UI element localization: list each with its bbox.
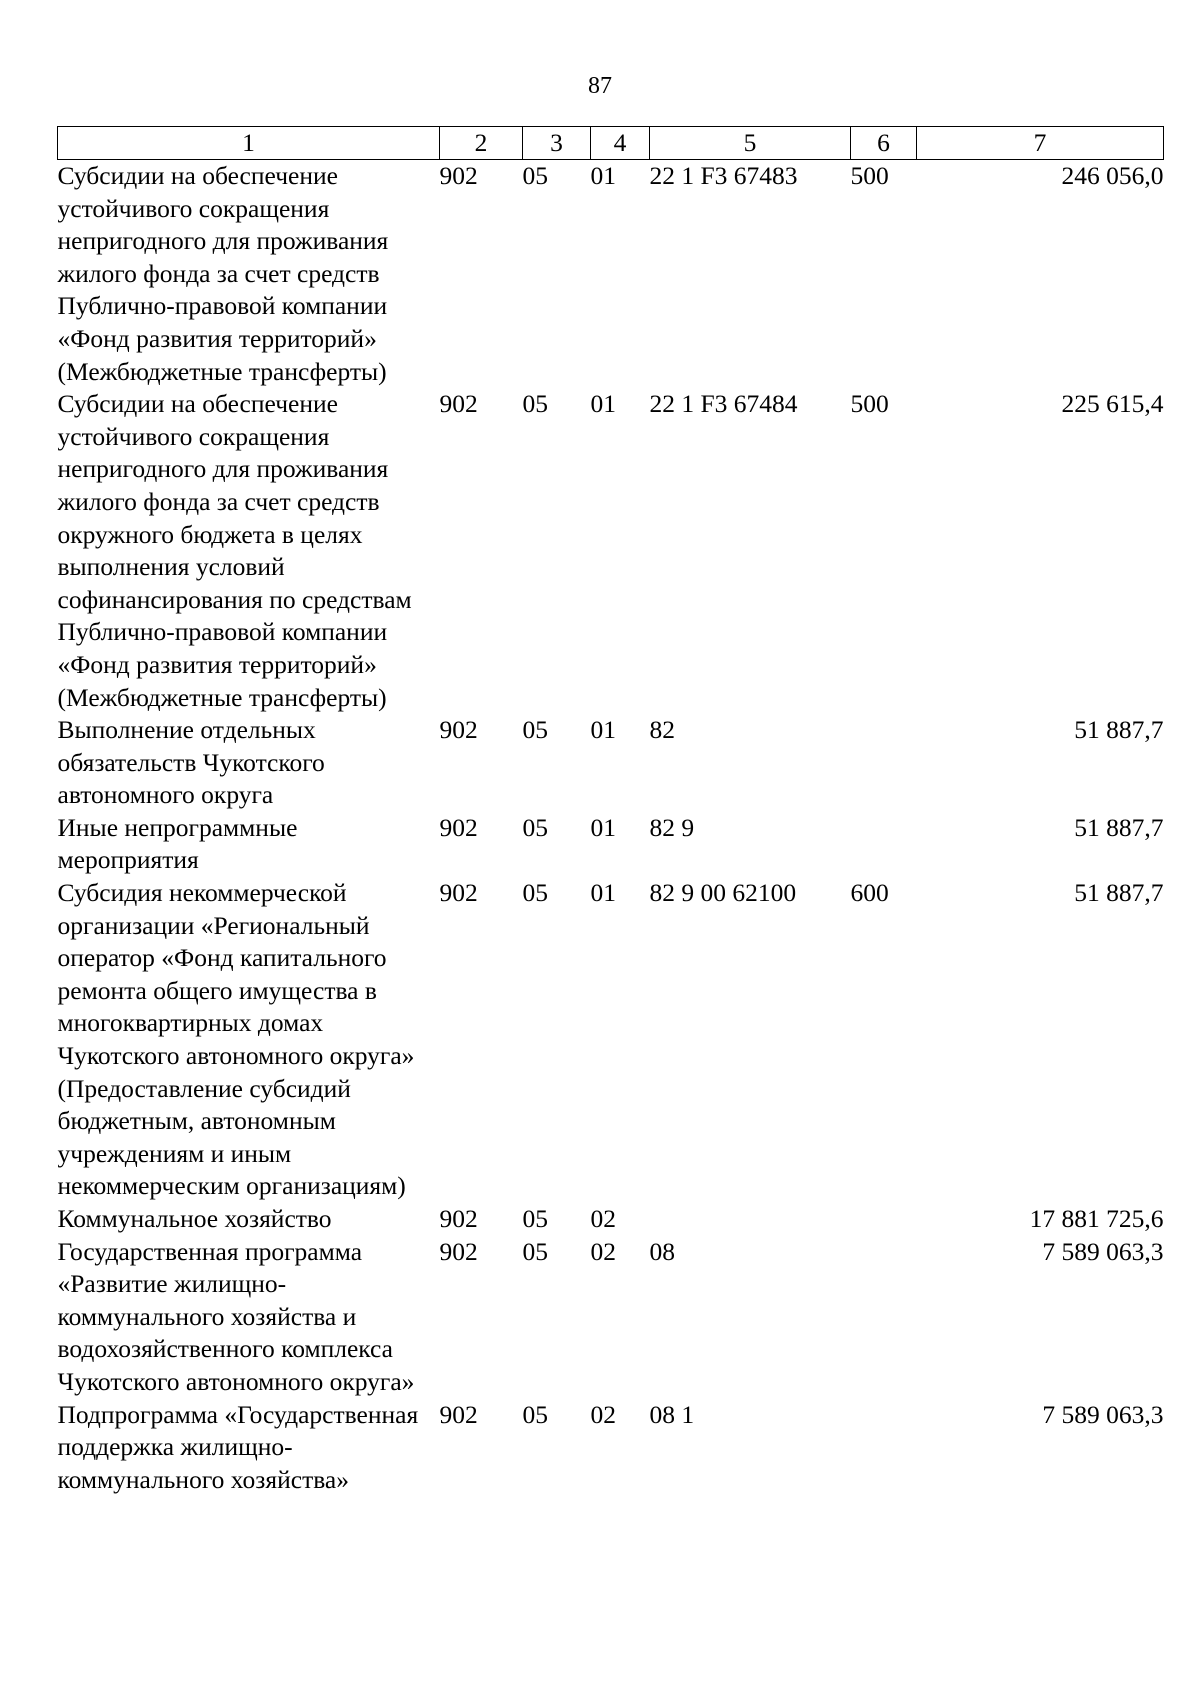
cell-target <box>650 1203 851 1236</box>
cell-target: 08 <box>649 1236 675 1266</box>
cell-section: 05 <box>522 389 548 419</box>
cell-name: Субсидии на обеспечение устойчивого сокращения непригодного для проживания жилого фонда за счет средств Публично-правовой компании «Фонд развития территорий» (Межбюджетные трансферты) <box>57 161 389 386</box>
cell-name: Подпрограмма «Государственная поддержка жилищно-коммунального хозяйства» <box>57 1399 419 1494</box>
table-header-row <box>58 127 1164 160</box>
cell-amount: 246 056,0 <box>1061 161 1164 190</box>
column-header-6: 6 <box>851 127 917 160</box>
table-row <box>58 877 1164 1203</box>
cell-target: 82 <box>649 715 675 745</box>
cell-expense-type: 500 <box>850 389 889 419</box>
column-header-5: 5 <box>650 127 851 160</box>
budget-table <box>57 126 1164 1496</box>
cell-target: 22 1 F3 67483 <box>649 161 798 190</box>
cell-ministry: 902 <box>439 1399 478 1429</box>
column-header-2: 2 <box>440 127 523 160</box>
cell-expense-type: 600 <box>850 878 889 908</box>
cell-ministry: 902 <box>439 161 478 190</box>
cell-amount: 7 589 063,3 <box>1042 1236 1164 1266</box>
cell-subsection: 01 <box>590 389 616 419</box>
cell-amount: 17 881 725,6 <box>1029 1204 1164 1233</box>
cell-target: 08 1 <box>649 1399 695 1429</box>
cell-amount: 51 887,7 <box>1074 878 1164 908</box>
cell-ministry: 902 <box>439 1204 478 1233</box>
cell-amount: 51 887,7 <box>1074 715 1164 745</box>
cell-subsection: 02 <box>590 1399 616 1429</box>
column-header-3: 3 <box>523 127 591 160</box>
cell-expense-type <box>851 1236 917 1399</box>
cell-name: Коммунальное хозяйство <box>57 1204 332 1233</box>
cell-name: Государственная программа «Развитие жилищно-коммунального хозяйства и водохозяйственного комплекса Чукотского автономного округа» <box>57 1236 415 1396</box>
cell-expense-type <box>851 714 917 812</box>
cell-ministry: 902 <box>439 389 478 419</box>
cell-target: 82 9 <box>649 812 695 842</box>
cell-section: 05 <box>522 1399 548 1429</box>
cell-section: 05 <box>522 161 548 190</box>
cell-expense-type <box>851 1203 917 1236</box>
cell-ministry: 902 <box>439 812 478 842</box>
cell-name: Выполнение отдельных обязательств Чукотского автономного округа <box>57 715 325 810</box>
cell-name: Субсидии на обеспечение устойчивого сокращения непригодного для проживания жилого фонда за счет средств окружного бюджета в целях выполнения условий софинансирования по средствам Публично-правовой компании «Фонд развития территорий» (Межбюджетные трансферты) <box>57 389 412 712</box>
cell-expense-type: 500 <box>850 161 889 190</box>
cell-subsection: 01 <box>590 812 616 842</box>
cell-name: Иные непрограммные мероприятия <box>57 812 298 875</box>
cell-section: 05 <box>522 1204 548 1233</box>
cell-amount: 7 589 063,3 <box>1042 1399 1164 1429</box>
cell-amount: 51 887,7 <box>1074 812 1164 842</box>
cell-section: 05 <box>522 812 548 842</box>
cell-ministry: 902 <box>439 715 478 745</box>
cell-target: 82 9 00 62100 <box>649 878 797 908</box>
column-header-4: 4 <box>591 127 650 160</box>
cell-name: Субсидия некоммерческой организации «Региональный оператор «Фонд капитального ремонта общего имущества в многоквартирных домах Чукотского автономного округа» (Предоставление субсидий бюджетным, автономным учреждениям и иным некоммерческим организациям) <box>57 878 415 1201</box>
table-row <box>58 812 1164 877</box>
column-header-7: 7 <box>917 127 1164 160</box>
table-row <box>58 1236 1164 1399</box>
cell-section: 05 <box>522 1236 548 1266</box>
table-row <box>58 1203 1164 1236</box>
cell-amount: 225 615,4 <box>1061 389 1164 419</box>
cell-subsection: 02 <box>590 1204 616 1233</box>
column-header-1: 1 <box>58 127 440 160</box>
cell-ministry: 902 <box>439 1236 478 1266</box>
cell-ministry: 902 <box>439 878 478 908</box>
cell-subsection: 01 <box>590 878 616 908</box>
cell-subsection: 01 <box>590 715 616 745</box>
cell-expense-type <box>851 1399 917 1497</box>
cell-section: 05 <box>522 715 548 745</box>
cell-subsection: 01 <box>590 161 616 190</box>
cell-expense-type <box>851 812 917 877</box>
page-number: 87 <box>588 73 612 99</box>
table-row <box>58 160 1164 389</box>
cell-subsection: 02 <box>590 1236 616 1266</box>
table-row <box>58 714 1164 812</box>
cell-target: 22 1 F3 67484 <box>649 389 798 419</box>
table-row <box>58 1399 1164 1497</box>
cell-section: 05 <box>522 878 548 908</box>
table-row <box>58 388 1164 714</box>
